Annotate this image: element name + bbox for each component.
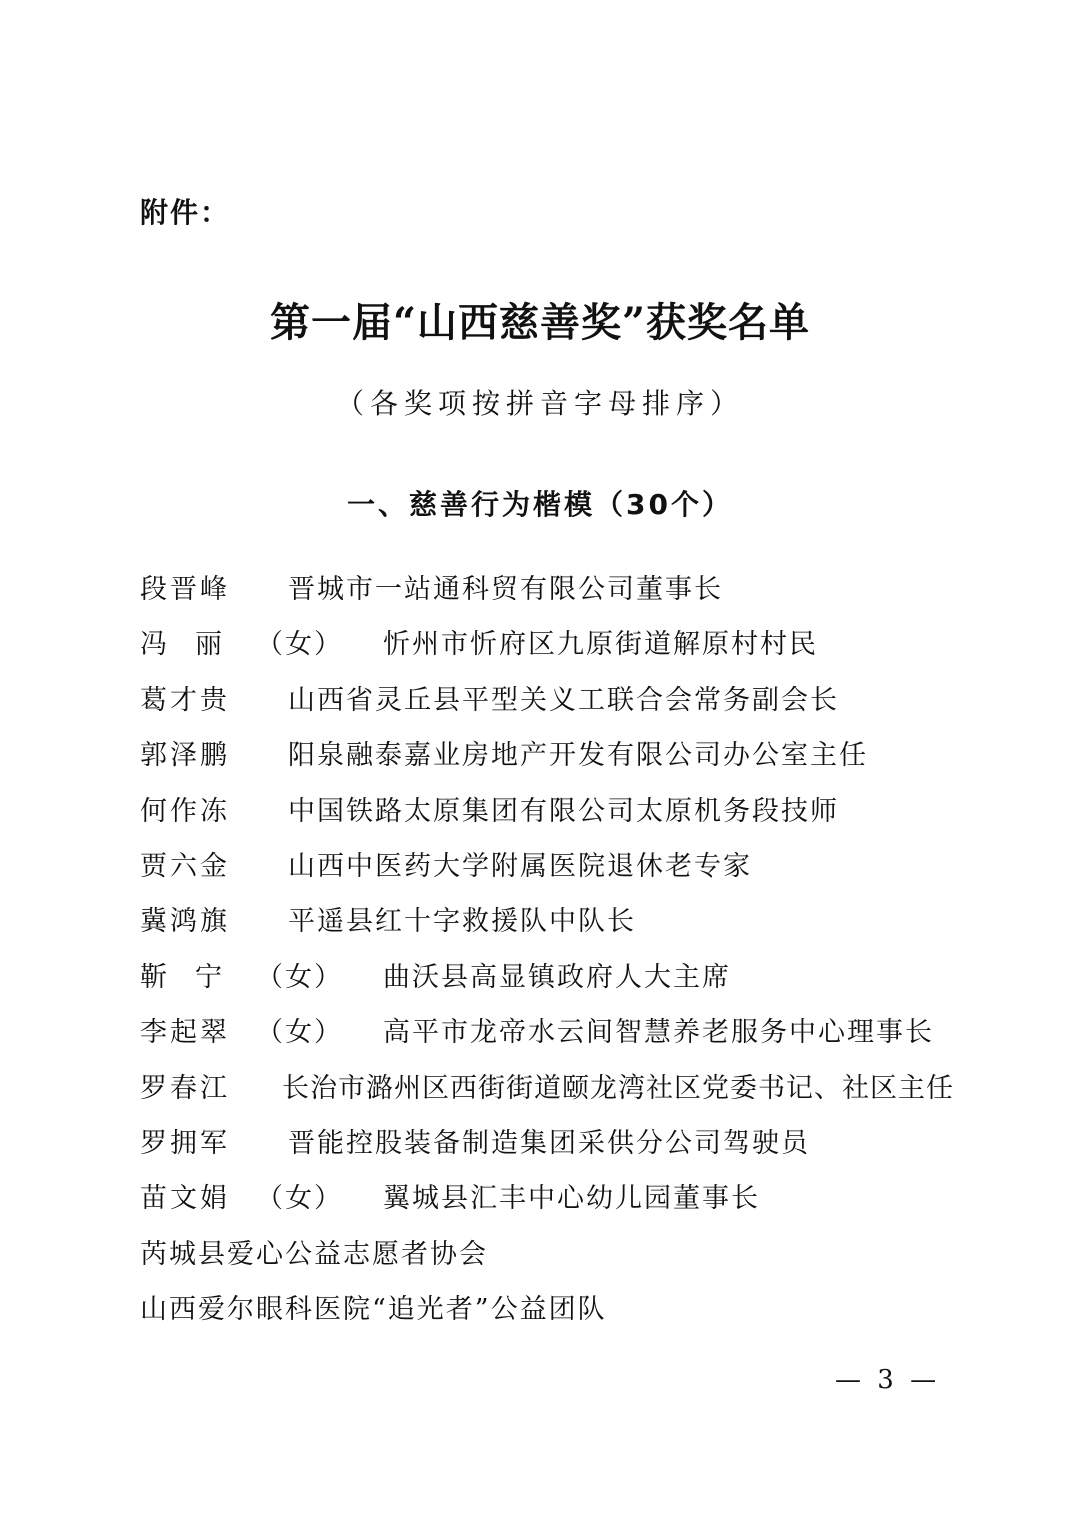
awardee-row bbox=[140, 1233, 1040, 1288]
awardee-name: 罗春江 bbox=[140, 1072, 230, 1104]
awardee-row bbox=[140, 1122, 1040, 1177]
document-title: 第一届“山西慈善奖”获奖名单 bbox=[269, 299, 810, 346]
awardee-gender: （女） bbox=[256, 1183, 343, 1215]
awardee-name: 李起翠 bbox=[140, 1017, 230, 1049]
awardee-name: 段晋峰 bbox=[140, 574, 230, 605]
awardee-description: 山西中医药大学附属医院退休老专家 bbox=[288, 850, 752, 882]
awardee-description: 忻州市忻府区九原街道解原村村民 bbox=[383, 629, 818, 661]
awardee-row bbox=[140, 956, 1040, 1011]
awardee-description: 晋能控股装备制造集团采供分公司驾驶员 bbox=[288, 1127, 810, 1159]
awardee-name: 郭泽鹏 bbox=[140, 740, 230, 772]
awardee-description: 山西省灵丘县平型关义工联合会常务副会长 bbox=[288, 684, 839, 716]
awardee-description: 中国铁路太原集团有限公司太原机务段技师 bbox=[288, 795, 839, 827]
awardee-list bbox=[140, 568, 1040, 1343]
awardee-organization: 山西爱尔眼科医院“追光者”公益团队 bbox=[140, 1294, 607, 1326]
page-number: — 3 — bbox=[835, 1365, 941, 1395]
document-subtitle: （各奖项按拼音字母排序） bbox=[335, 387, 744, 420]
awardee-row bbox=[140, 623, 1040, 678]
awardee-row bbox=[140, 1011, 1040, 1066]
awardee-description: 长治市潞州区西街街道颐龙湾社区党委书记、社区主任 bbox=[282, 1072, 954, 1104]
section-heading: 一、慈善行为楷模（30个） bbox=[347, 488, 733, 521]
awardee-name: 苗文娟 bbox=[140, 1183, 230, 1215]
awardee-row bbox=[140, 900, 1040, 955]
awardee-name: 冀鸿旗 bbox=[140, 906, 230, 938]
awardee-name: 葛才贵 bbox=[140, 684, 230, 716]
awardee-row bbox=[140, 1288, 1040, 1343]
awardee-row bbox=[140, 1067, 1040, 1122]
awardee-description: 晋城市一站通科贸有限公司董事长 bbox=[288, 574, 723, 605]
awardee-gender: （女） bbox=[256, 1017, 343, 1049]
awardee-name: 何作冻 bbox=[140, 795, 230, 827]
awardee-gender: （女） bbox=[256, 961, 343, 993]
awardee-description: 高平市龙帝水云间智慧养老服务中心理事长 bbox=[383, 1017, 934, 1049]
awardee-name: 冯丽 bbox=[140, 629, 250, 661]
awardee-organization: 芮城县爱心公益志愿者协会 bbox=[140, 1238, 488, 1270]
awardee-name: 靳宁 bbox=[140, 961, 250, 993]
awardee-row bbox=[140, 734, 1040, 789]
awardee-description: 翼城县汇丰中心幼儿园董事长 bbox=[383, 1183, 760, 1215]
awardee-description: 阳泉融泰嘉业房地产开发有限公司办公室主任 bbox=[288, 740, 868, 772]
awardee-description: 平遥县红十字救援队中队长 bbox=[288, 906, 636, 938]
awardee-row bbox=[140, 568, 1040, 623]
awardee-description: 曲沃县高显镇政府人大主席 bbox=[383, 961, 731, 993]
awardee-row bbox=[140, 845, 1040, 900]
awardee-row bbox=[140, 679, 1040, 734]
awardee-gender: （女） bbox=[256, 629, 343, 661]
awardee-row bbox=[140, 790, 1040, 845]
awardee-row bbox=[140, 1177, 1040, 1232]
awardee-name: 贾六金 bbox=[140, 850, 230, 882]
awardee-name: 罗拥军 bbox=[140, 1127, 230, 1159]
attachment-label: 附件： bbox=[140, 196, 231, 229]
